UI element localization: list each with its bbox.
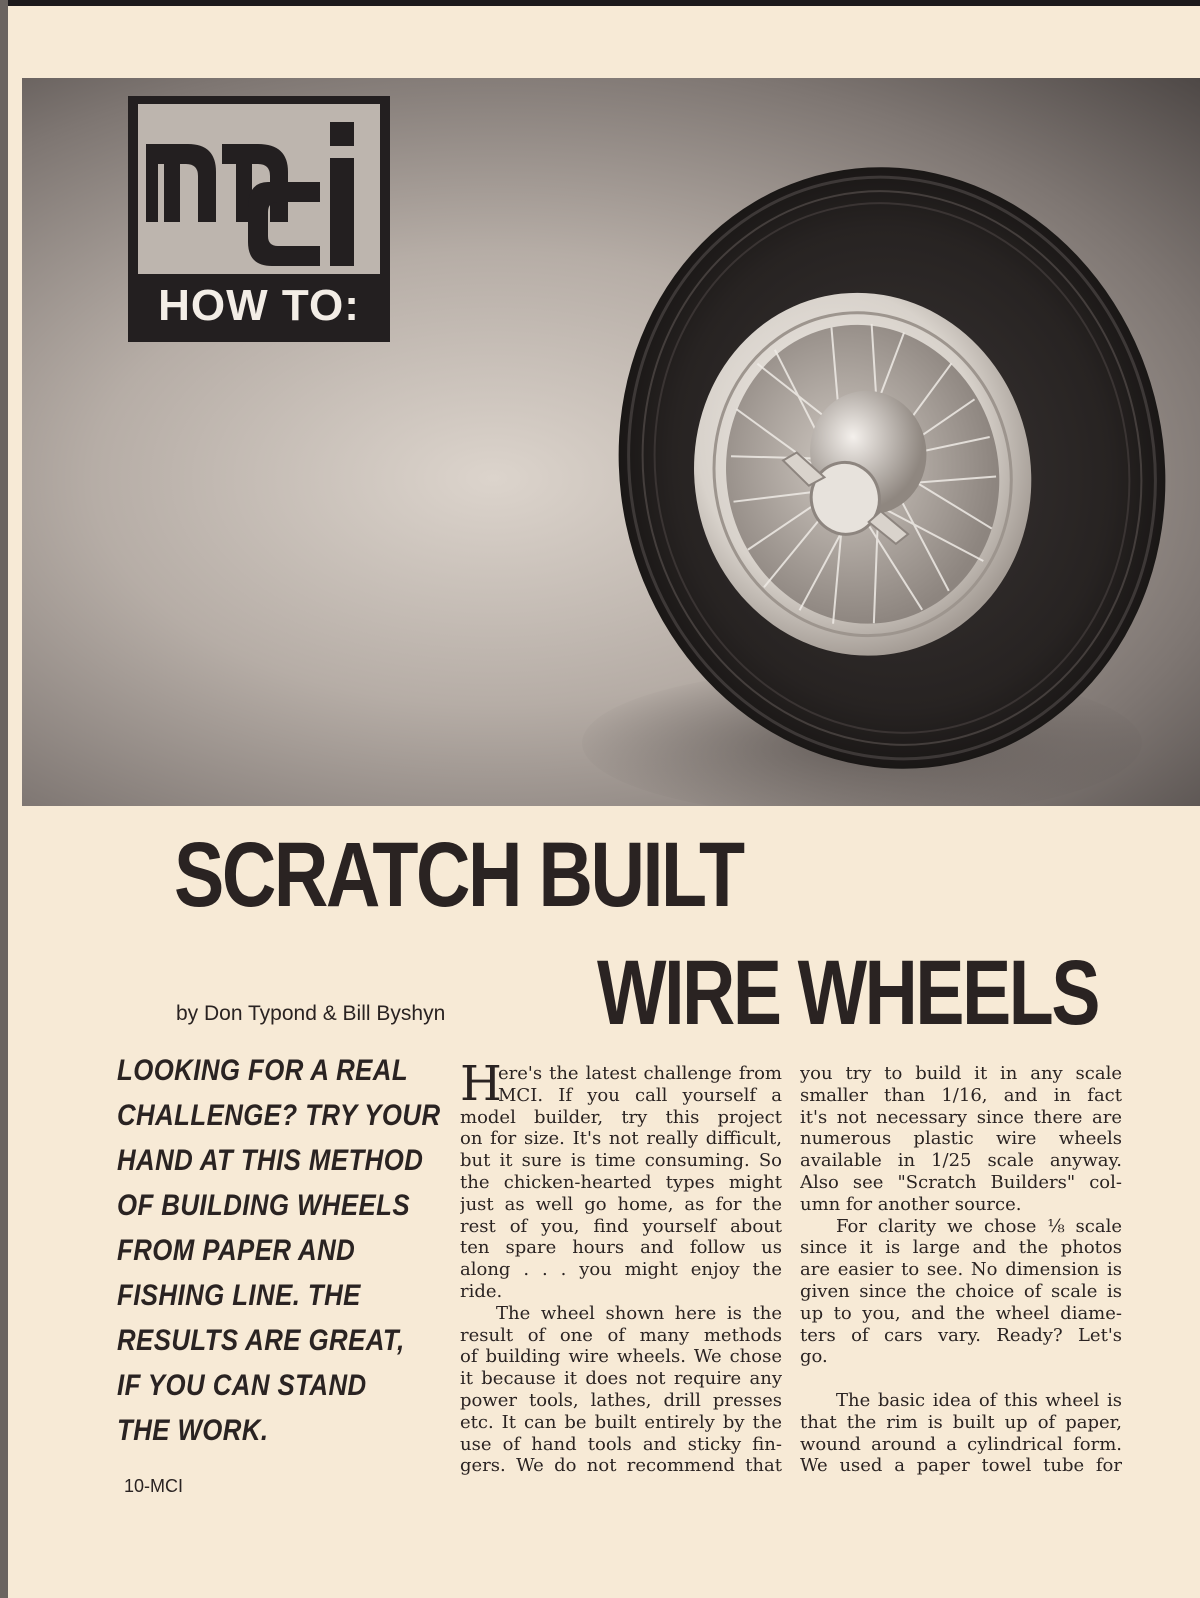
column-line: are easier to see. No dimension is [800,1259,1122,1281]
body-column-2 [800,1063,1122,1477]
column-line: given since the choice of scale is [800,1280,1122,1302]
column-line: ten spare hours and follow us [460,1237,782,1259]
column-line: of building wire wheels. We chose [460,1346,782,1368]
intro-line: IF YOU CAN STAND [117,1369,367,1402]
intro-line: FISHING LINE. THE [117,1279,361,1312]
column-line: ere's the latest challenge from [498,1063,782,1084]
column-line: ters of cars vary. Ready? Let's [800,1324,1122,1346]
column-line: on for size. It's not really difficult, [460,1128,782,1150]
column-line: just as well go home, as for the [460,1193,782,1215]
column-line: model builder, try this project [460,1106,782,1128]
mci-logo-panel [138,104,380,274]
how-to-label: HOW TO: [158,281,360,330]
article-intro-blurb [117,1048,441,1453]
intro-line: CHALLENGE? TRY YOUR [117,1099,441,1132]
column-line: power tools, lathes, drill presses [460,1389,782,1411]
column-line: wound around a cylindrical form. [800,1433,1122,1455]
column-line: rest of you, find yourself about [460,1215,782,1237]
column-line: you try to build it in any scale [800,1063,1122,1084]
mci-logo-mark [138,104,380,274]
intro-line: OF BUILDING WHEELS [117,1189,410,1222]
column-line: etc. It can be built entirely by the [460,1411,782,1433]
column-line: up to you, and the wheel diame- [800,1302,1122,1324]
page-folio: 10-MCI [124,1476,184,1496]
column-line: that the rim is built up of paper, [800,1411,1122,1433]
mci-how-to-logo [128,96,390,342]
intro-line: FROM PAPER AND [117,1234,356,1267]
body-column-1 [460,1063,782,1477]
drop-cap: H [460,1056,502,1112]
intro-line: HAND AT THIS METHOD [117,1144,424,1177]
wire-wheel-image [602,138,1182,798]
column-line: smaller than 1/16, and in fact [800,1084,1122,1106]
article-title-line-2: WIRE WHEELS [597,942,1099,1044]
column-line: available in 1/25 scale anyway. [800,1150,1122,1172]
column-line: use of hand tools and sticky fin- [460,1433,782,1455]
column-line: it because it does not require any [460,1368,782,1390]
intro-line: RESULTS ARE GREAT, [117,1324,405,1357]
column-line: the chicken-hearted types might [460,1171,782,1193]
column-line: but it sure is time consuming. So [460,1150,782,1172]
column-line: it's not necessary since there are [800,1106,1122,1128]
column-line: go. [800,1346,828,1368]
column-line: For clarity we chose ⅛ scale [836,1215,1122,1237]
intro-line: LOOKING FOR A REAL [117,1054,409,1087]
column-line: The wheel shown here is the [496,1302,782,1324]
column-line: MCI. If you call yourself a [498,1084,782,1106]
column-line: result of one of many methods [460,1324,782,1346]
column-line: ride. [460,1280,503,1302]
page-left-edge [0,0,8,1598]
article-title-line-1: SCRATCH BUILT [174,824,743,926]
column-line: since it is large and the photos [800,1237,1122,1259]
column-line: along . . . you might enjoy the [460,1259,782,1281]
intro-line: THE WORK. [117,1414,269,1447]
column-line: We used a paper towel tube for [800,1455,1122,1477]
column-line: umn for another source. [800,1193,1022,1215]
paragraph-gap [800,1368,1122,1390]
column-line: numerous plastic wire wheels [800,1128,1122,1150]
article-byline: by Don Typond & Bill Byshyn [176,1002,446,1025]
column-line: Also see "Scratch Builders" col- [800,1171,1122,1193]
column-line: gers. We do not recommend that [460,1455,782,1477]
column-line: The basic idea of this wheel is [836,1389,1122,1411]
